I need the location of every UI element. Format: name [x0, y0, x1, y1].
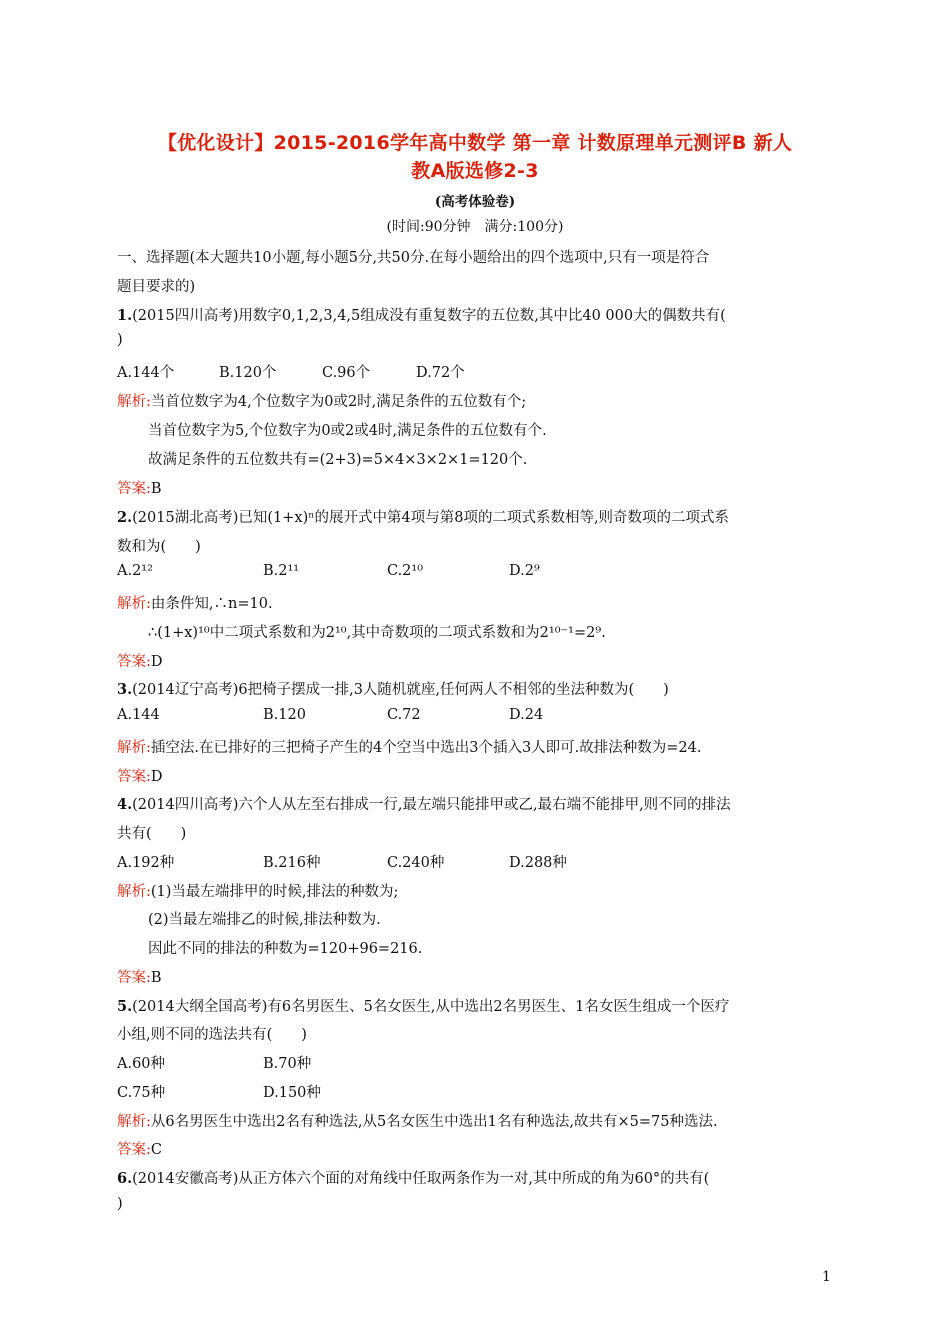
q1-solution-line2: 当首位数字为5,个位数字为0或2或4时,满足条件的五位数有个.	[148, 423, 547, 439]
page-number: 1	[822, 1269, 831, 1285]
q3-option-c: C.72	[387, 707, 421, 723]
answer-label: 答案:	[117, 1142, 151, 1158]
question-3-stem	[117, 678, 669, 699]
q5-option-d: D.150种	[263, 1085, 321, 1101]
q5-answer: 答案:C	[117, 1142, 162, 1158]
q4-solution-line1: 解析:(1)当最左端排甲的时候,排法的种数为;	[117, 884, 399, 900]
question-3-number: 3.	[117, 681, 133, 698]
q1-solution-line1: 解析:当首位数字为4,个位数字为0或2时,满足条件的五位数有个;	[117, 394, 527, 410]
question-2-stem	[117, 506, 729, 527]
q1-solution-line3: 故满足条件的五位数共有=(2+3)=5×4×3×2×1=120个.	[148, 452, 528, 468]
analysis-label: 解析:	[117, 884, 151, 900]
analysis-label: 解析:	[117, 1114, 151, 1130]
q1-answer: 答案:B	[117, 481, 162, 497]
q2-solution-line1: 解析:由条件知,∴n=10.	[117, 596, 273, 612]
question-4-stem-line2: 共有( )	[117, 826, 187, 842]
question-3-stem-line1: (2014辽宁高考)6把椅子摆成一排,3人随机就座,任何两人不相邻的坐法种数为( )	[132, 682, 669, 698]
q1-option-a: A.144个	[117, 365, 175, 381]
question-6-stem-line2: )	[117, 1196, 123, 1212]
q2-solution-line2: ∴(1+x)¹⁰中二项式系数和为2¹⁰,其中奇数项的二项式系数和为2¹⁰⁻¹=2⁹.	[148, 625, 606, 641]
q3-option-d: D.24	[509, 707, 544, 723]
question-4-stem-line1: (2014四川高考)六个人从左至右排成一行,最左端只能排甲或乙,最右端不能排甲,则不同的排法	[132, 797, 731, 813]
q2-option-b: B.2¹¹	[263, 563, 300, 579]
q4-solution-line2: (2)当最左端排乙的时候,排法种数为.	[148, 912, 381, 928]
section-instructions-line1: 一、选择题(本大题共10小题,每小题5分,共50分.在每小题给出的四个选项中,只有一项是符合	[117, 250, 710, 266]
question-6-stem-line1: (2014安徽高考)从正方体六个面的对角线中任取两条作为一对,其中所成的角为60°的共有(	[132, 1171, 710, 1187]
exam-type: (高考体验卷)	[434, 194, 516, 210]
question-6-number: 6.	[117, 1170, 133, 1187]
analysis-label: 解析:	[117, 740, 151, 756]
question-4-number: 4.	[117, 796, 133, 813]
q4-option-b: B.216种	[263, 855, 321, 871]
q5-solution-line1: 解析:从6名男医生中选出2名有种选法,从5名女医生中选出1名有种选法,故共有×5=75种选法.	[117, 1114, 718, 1130]
question-5-stem-line2: 小组,则不同的选法共有( )	[117, 1027, 307, 1043]
q4-option-d: D.288种	[509, 855, 567, 871]
question-1-stem-line1: (2015四川高考)用数字0,1,2,3,4,5组成没有重复数字的五位数,其中比40 000大的偶数共有(	[132, 308, 726, 324]
question-2-stem-line1: (2015湖北高考)已知(1+x)ⁿ的展开式中第4项与第8项的二项式系数相等,则奇数项的二项式系	[132, 510, 730, 526]
q1-option-d: D.72个	[416, 365, 465, 381]
question-2-number: 2.	[117, 509, 133, 526]
question-1-stem-line2: )	[117, 332, 123, 348]
question-1-number: 1.	[117, 307, 133, 324]
q3-option-b: B.120	[263, 707, 306, 723]
answer-label: 答案:	[117, 769, 151, 785]
question-1-stem	[117, 304, 726, 325]
q3-option-a: A.144	[117, 707, 160, 723]
q3-solution-line1: 解析:插空法.在已排好的三把椅子产生的4个空当中选出3个插入3人即可.故排法种数为=24.	[117, 740, 702, 756]
question-2-stem-line2: 数和为( )	[117, 539, 201, 555]
question-6-stem	[117, 1167, 709, 1188]
question-5-stem	[117, 995, 729, 1016]
document-title-line1: 【优化设计】2015-2016学年高中数学 第一章 计数原理单元测评B 新人	[157, 132, 793, 154]
section-instructions-line2: 题目要求的)	[117, 279, 196, 295]
question-5-number: 5.	[117, 998, 133, 1015]
question-4-stem	[117, 793, 731, 814]
answer-label: 答案:	[117, 654, 151, 670]
q1-option-b: B.120个	[219, 365, 277, 381]
q4-answer: 答案:B	[117, 970, 162, 986]
q2-option-d: D.2⁹	[509, 563, 540, 579]
q1-option-c: C.96个	[322, 365, 371, 381]
q5-option-b: B.70种	[263, 1056, 312, 1072]
answer-label: 答案:	[117, 481, 151, 497]
q2-option-c: C.2¹⁰	[387, 563, 424, 579]
analysis-label: 解析:	[117, 394, 151, 410]
question-5-stem-line1: (2014大纲全国高考)有6名男医生、5名女医生,从中选出2名男医生、1名女医生组成一个医疗	[132, 999, 730, 1015]
q2-answer: 答案:D	[117, 654, 163, 670]
q4-option-a: A.192种	[117, 855, 175, 871]
answer-label: 答案:	[117, 970, 151, 986]
q2-option-a: A.2¹²	[117, 563, 153, 579]
q4-solution-line3: 因此不同的排法的种数为=120+96=216.	[148, 941, 423, 957]
document-title-line2: 教A版选修2-3	[411, 160, 539, 182]
analysis-label: 解析:	[117, 596, 151, 612]
q5-option-c: C.75种	[117, 1085, 166, 1101]
time-info: (时间:90分钟 满分:100分)	[386, 219, 564, 235]
q5-option-a: A.60种	[117, 1056, 166, 1072]
q4-option-c: C.240种	[387, 855, 445, 871]
q3-answer: 答案:D	[117, 769, 163, 785]
